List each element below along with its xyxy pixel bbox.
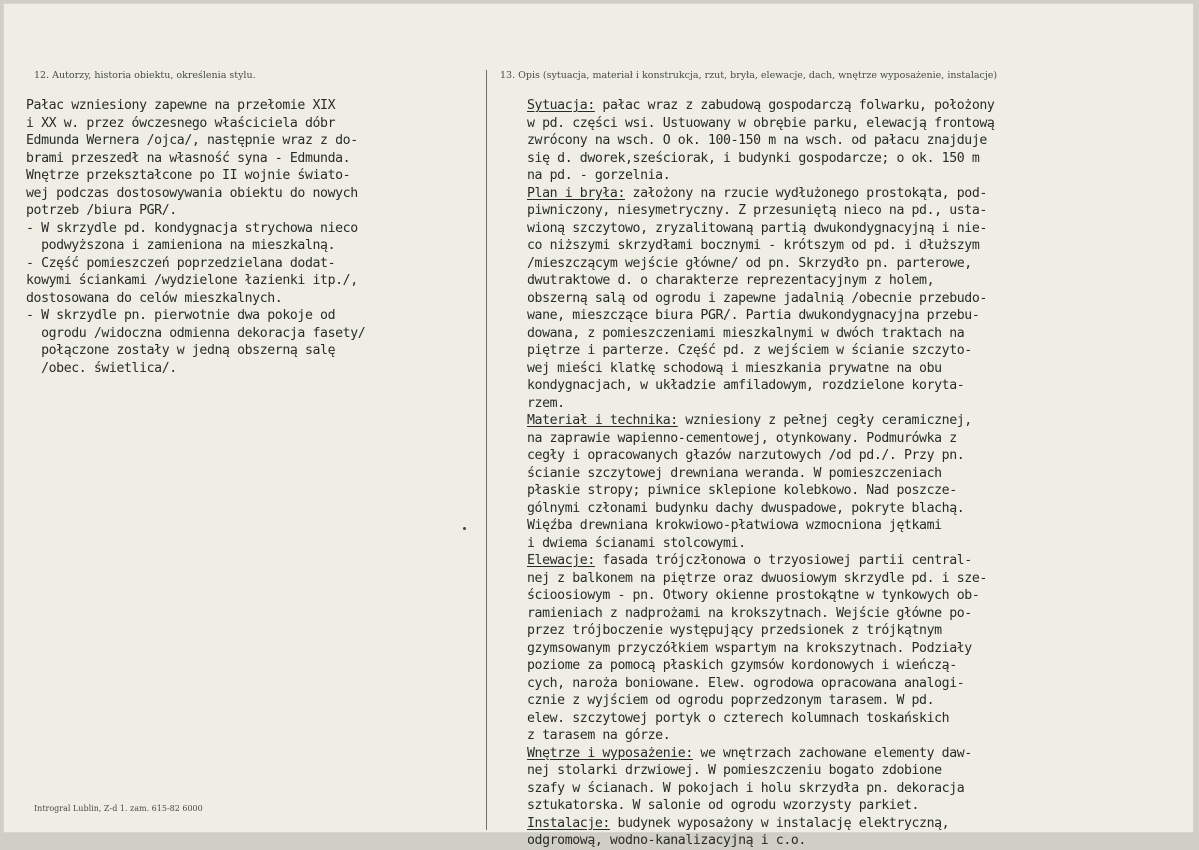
- line-text: piwniczony, niesymetryczny. Z przesuniętą nieco na pd., usta-: [527, 203, 987, 218]
- line-text: wane, mieszczące biura PGR/. Partia dwukondygnacyjna przebu-: [527, 308, 980, 323]
- text-line: [527, 500, 994, 518]
- line-text: cych, naroża boniowane. Elew. ogrodowa opracowana analogi-: [527, 675, 965, 691]
- text-line: Edmunda Wernera /ojca/, następnie wraz z do-: [26, 133, 358, 148]
- line-text: Więźba drewniana krokwiowo-płatwiowa wzmocniona jętkami: [527, 518, 942, 533]
- text-line: [527, 447, 994, 465]
- line-text: z tarasem na górze.: [527, 728, 671, 743]
- line-text: wej mieści klatkę schodową i mieszkania prywatne na obu: [527, 360, 942, 376]
- section-label: Sytuacja:: [527, 98, 595, 113]
- line-text: szafy w ścianach. W pokojach i holu skrzydła pn. dekoracja: [527, 780, 965, 796]
- text-line: ogrodu /widoczna odmienna dekoracja fasety/: [26, 325, 366, 341]
- text-line: [527, 482, 994, 500]
- text-line: - W skrzydle pd. kondygnacja strychowa nieco: [26, 220, 358, 236]
- text-line: [527, 657, 994, 675]
- text-line: [527, 132, 994, 150]
- text-line: [527, 290, 994, 308]
- line-text: ramieniach z nadprożami na krokszytnach. Wejście główne po-: [527, 605, 972, 621]
- text-line: /obec. świetlica/.: [26, 360, 177, 376]
- text-line: [527, 692, 994, 710]
- section-12-header: 12. Autorzy, historia obiektu, określenia stylu.: [34, 70, 256, 81]
- column-divider: [486, 70, 487, 830]
- line-text: na pd. - gorzelnia.: [527, 168, 671, 183]
- line-text: obszerną salą od ogrodu i zapewne jadalnią /obecnie przebudo-: [527, 290, 987, 306]
- line-text: ścianie szczytowej drewniana weranda. W pomieszczeniach: [527, 465, 942, 481]
- line-text: /mieszczącym wejście główne/ od pn. Skrzydło pn. parterowe,: [527, 255, 972, 271]
- text-line: [527, 115, 994, 133]
- section-label: Instalacje:: [527, 815, 610, 831]
- line-text: piętrze i parterze. Część pd. z wejściem w ścianie szczyto-: [527, 343, 972, 358]
- text-line: - W skrzydle pn. pierwotnie dwa pokoje od: [26, 308, 336, 323]
- line-text: elew. szczytowej portyk o czterech kolumnach toskańskich: [527, 710, 950, 726]
- line-text: dwutraktowe d. o charakterze reprezentacyjnym z holem,: [527, 273, 935, 288]
- text-line: potrzeb /biura PGR/.: [26, 203, 177, 218]
- text-line: [527, 185, 994, 203]
- text-line: [527, 430, 994, 448]
- line-text: co niższymi skrzydłami bocznymi - krótszym od pd. i dłuższym: [527, 238, 980, 253]
- text-line: [527, 552, 994, 570]
- text-line: [527, 535, 994, 553]
- text-line: [527, 710, 994, 728]
- text-line: [527, 622, 994, 640]
- section-label: Wnętrze i wyposażenie:: [527, 745, 693, 761]
- text-line: [527, 150, 994, 168]
- line-text: nej stolarki drzwiowej. W pomieszczeniu bogato zdobione: [527, 763, 942, 778]
- text-line: [527, 832, 994, 850]
- line-text: i dwiema ścianami stolcowymi.: [527, 535, 746, 551]
- text-line: [527, 727, 994, 745]
- text-line: [527, 220, 994, 238]
- text-line: [527, 342, 994, 360]
- text-line: Wnętrze przekształcone po II wojnie świato-: [26, 168, 351, 183]
- line-text: na zaprawie wapienno-cementowej, otynkowany. Podmurówka z: [527, 430, 957, 446]
- line-text: budynek wyposażony w instalację elektryczną,: [609, 815, 950, 831]
- line-text: się d. dworek,sześciorak, i budynki gospodarcze; o ok. 150 m: [527, 150, 980, 166]
- line-text: rzem.: [527, 395, 565, 411]
- text-line: [527, 570, 994, 588]
- text-line: [527, 815, 994, 833]
- text-line: połączone zostały w jedną obszerną salę: [26, 343, 336, 358]
- text-line: [527, 465, 994, 483]
- text-line: [527, 412, 994, 430]
- line-text: odgromową, wodno-kanalizacyjną i c.o.: [527, 833, 806, 848]
- printer-imprint: Introgral Lublin, Z-d 1. zam. 615-82 6000: [34, 804, 203, 813]
- line-text: w pd. części wsi. Ustuowany w obrębie parku, elewacją frontową: [527, 115, 995, 131]
- line-text: gólnymi członami budynku dachy dwuspadowe, pokryte blachą.: [527, 500, 965, 516]
- text-line: [527, 325, 994, 343]
- line-text: kondygnacjach, w układzie amfiladowym, rozdzielone koryta-: [527, 378, 965, 393]
- text-line: [527, 97, 994, 115]
- description-text: [527, 97, 994, 850]
- line-text: założony na rzucie wydłużonego prostokąta, pod-: [625, 185, 987, 201]
- section-label: Plan i bryła:: [527, 185, 626, 201]
- text-line: [527, 605, 994, 623]
- text-line: [527, 780, 994, 798]
- line-text: gzymsowanym przyczółkiem wspartym na krokszytnach. Podziały: [527, 640, 972, 656]
- text-line: brami przeszedł na własność syna - Edmunda.: [26, 150, 351, 166]
- line-text: cznie z wyjściem od ogrodu poprzedzonym tarasem. W pd.: [527, 693, 935, 708]
- text-line: [527, 587, 994, 605]
- line-text: poziome za pomocą płaskich gzymsów kordonowych i wieńczą-: [527, 658, 957, 673]
- ink-dot: [463, 527, 466, 530]
- text-line: [527, 517, 994, 535]
- line-text: fasada trójczłonowa o trzyosiowej partii central-: [594, 553, 972, 568]
- text-line: [527, 167, 994, 185]
- text-line: dostosowana do celów mieszkalnych.: [26, 290, 283, 306]
- text-line: i XX w. przez ówczesnego właściciela dóbr: [26, 115, 336, 131]
- text-line: podwyższona i zamieniona na mieszkalną.: [26, 238, 336, 253]
- text-line: kowymi ściankami /wydzielone łazienki itp./,: [26, 273, 358, 288]
- text-line: [527, 797, 994, 815]
- text-line: [527, 377, 994, 395]
- line-text: dowana, z pomieszczeniami mieszkalnymi w dwóch traktach na: [527, 325, 965, 341]
- text-line: Pałac wzniesiony zapewne na przełomie XIX: [26, 98, 336, 113]
- text-line: [527, 762, 994, 780]
- line-text: zwrócony na wsch. O ok. 100-150 m na wsch. od pałacu znajduje: [527, 133, 987, 148]
- text-line: [527, 237, 994, 255]
- text-line: [527, 675, 994, 693]
- text-line: [527, 395, 994, 413]
- text-line: [527, 272, 994, 290]
- history-text: [26, 97, 365, 377]
- text-line: [527, 360, 994, 378]
- line-text: we wnętrzach zachowane elementy daw-: [692, 745, 972, 761]
- line-text: ścioosiowym - pn. Otwory okienne prostokątne w tynkowych ob-: [527, 588, 980, 603]
- text-line: - Część pomieszczeń poprzedzielana dodat-: [26, 255, 336, 271]
- line-text: sztukatorska. W salonie od ogrodu wzorzysty parkiet.: [527, 798, 920, 813]
- line-text: cegły i opracowanych głazów narzutowych /od pd./. Przy pn.: [527, 448, 965, 463]
- text-line: wej podczas dostosowywania obiektu do nowych: [26, 185, 358, 201]
- section-13-header: 13. Opis (sytuacja, materiał i konstrukcja, rzut, bryła, elewacje, dach, wnętrze wyposażenie, instalacje): [500, 70, 998, 81]
- line-text: wzniesiony z pełnej cegły ceramicznej,: [677, 413, 972, 428]
- line-text: wioną szczytowo, zryzalitowaną partią dwukondygnacyjną i nie-: [527, 220, 987, 236]
- text-line: [527, 307, 994, 325]
- text-line: [527, 255, 994, 273]
- text-line: [527, 745, 994, 763]
- line-text: nej z balkonem na piętrze oraz dwuosiowym skrzydle pd. i sze-: [527, 570, 987, 586]
- section-label: Elewacje:: [527, 553, 595, 568]
- line-text: płaskie stropy; piwnice sklepione kolebkowo. Nad poszcze-: [527, 483, 957, 498]
- line-text: pałac wraz z zabudową gospodarczą folwarku, położony: [594, 98, 995, 113]
- text-line: [527, 202, 994, 220]
- section-label: Materiał i technika:: [527, 413, 678, 428]
- line-text: przez trójboczenie występujący przedsionek z trójkątnym: [527, 623, 942, 638]
- text-line: [527, 640, 994, 658]
